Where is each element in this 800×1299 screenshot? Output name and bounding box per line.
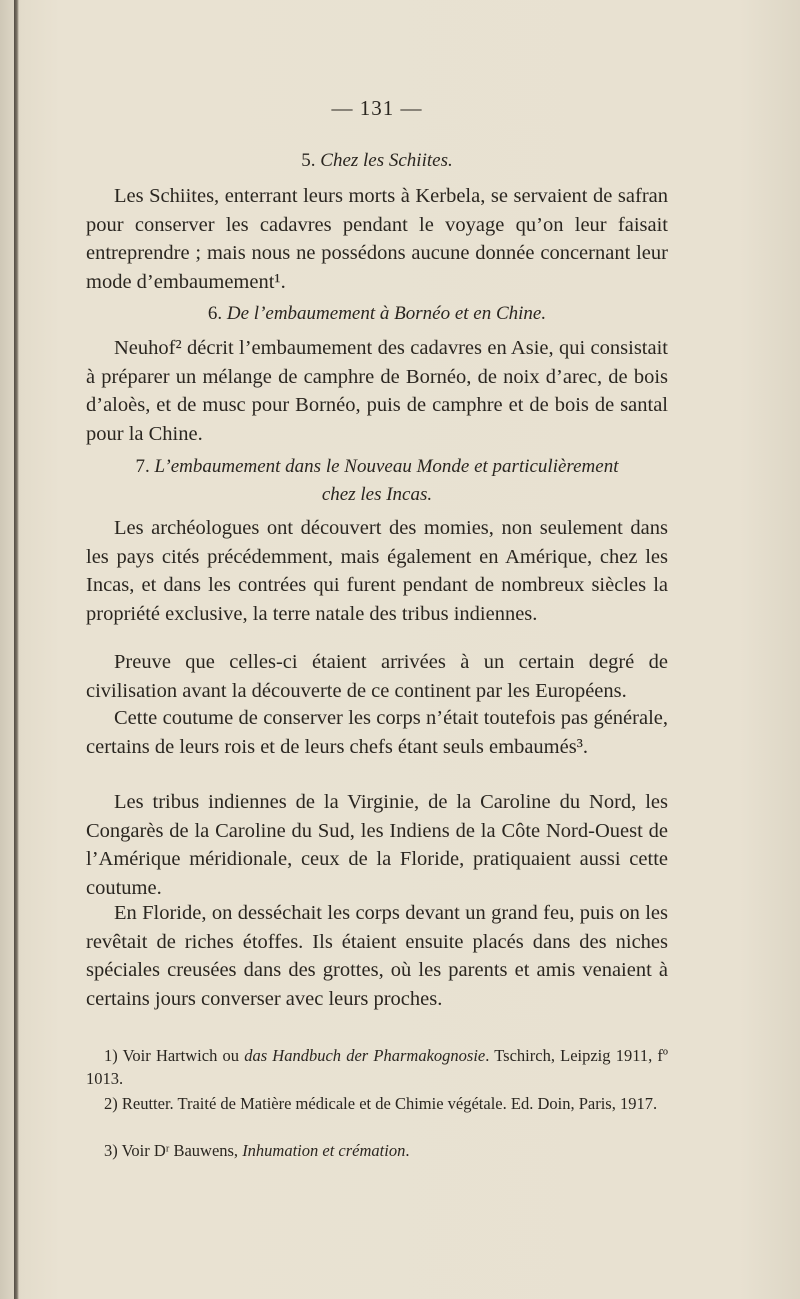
section-number: 7. [135, 456, 150, 477]
section-heading-5 [86, 150, 668, 172]
section-number: 5. [301, 150, 316, 171]
paragraph: Neuhof² décrit l’embaumement des cadavres en Asie, qui consistait à préparer un mélange de camphre de Bornéo, de noix d’arec, de bois d’aloès, et de musc pour Bornéo, puis de camphre et de bois de santal pour la Chine. [86, 337, 668, 445]
section-title-line2: chez les Incas. [321, 484, 433, 505]
section-title: De l’embaumement à Bornéo et en Chine. [226, 303, 547, 324]
paragraph: Les archéologues ont découvert des momies, non seulement dans les pays cités précédemment, mais également en Amérique, chez les Incas, et dans les contrées qui furent pendant de nombreux siècles la propriété exclusive, la terre natale des tribus indiennes. [86, 517, 668, 625]
paragraph: Cette coutume de conserver les corps n’était toutefois pas générale, certains de leurs rois et de leurs chefs étant seuls embaumés³. [86, 707, 668, 758]
footnote-mark: 1) [104, 1046, 118, 1065]
binding-edge [14, 0, 19, 1299]
section-title: L’embaumement dans le Nouveau Monde et particulièrement [154, 456, 619, 477]
section-title: Chez les Schiites. [320, 150, 453, 171]
footnote-3: 3) Voir Dʳ Bauwens, Inhumation et crémation. [104, 1141, 410, 1160]
page-number: — 131 — [331, 96, 423, 120]
section-number: 6. [207, 303, 223, 324]
footnote-mark: 2) [104, 1094, 118, 1113]
paragraph: Les tribus indiennes de la Virginie, de la Caroline du Nord, les Congarès de la Caroline du Sud, les Indiens de la Côte Nord-Ouest de l’Amérique méridionale, ceux de la Floride, pratiquaient aussi cette coutume. [86, 791, 668, 899]
section-heading-7 [86, 456, 668, 478]
footnote-mark: 3) [104, 1141, 118, 1160]
paragraph: Preuve que celles-ci étaient arrivées à un certain degré de civilisation avant la découverte de ce continent par les Européens. [86, 651, 668, 702]
paragraph: Les Schiites, enterrant leurs morts à Kerbela, se servaient de safran pour conserver les cadavres pendant le voyage qu’on leur faisait entreprendre ; mais nous ne possédons aucune donnée concernant leur mode d’embaumement¹. [86, 185, 668, 293]
footnote-1: 1) Voir Hartwich ou das Handbuch der Pharmakognosie. Tschirch, Leipzig 1911, fº 1013. [86, 1046, 669, 1088]
footnote-2: 2) Reutter. Traité de Matière médicale et de Chimie végétale. Ed. Doin, Paris, 1917. [104, 1094, 658, 1113]
paragraph: En Floride, on desséchait les corps devant un grand feu, puis on les revêtait de riches étoffes. Ils étaient ensuite placés dans des niches spéciales creusées dans des grottes, où les parents et amis venaient à certains jours converser avec leurs proches. [86, 902, 668, 1010]
section-heading-6 [86, 303, 668, 325]
